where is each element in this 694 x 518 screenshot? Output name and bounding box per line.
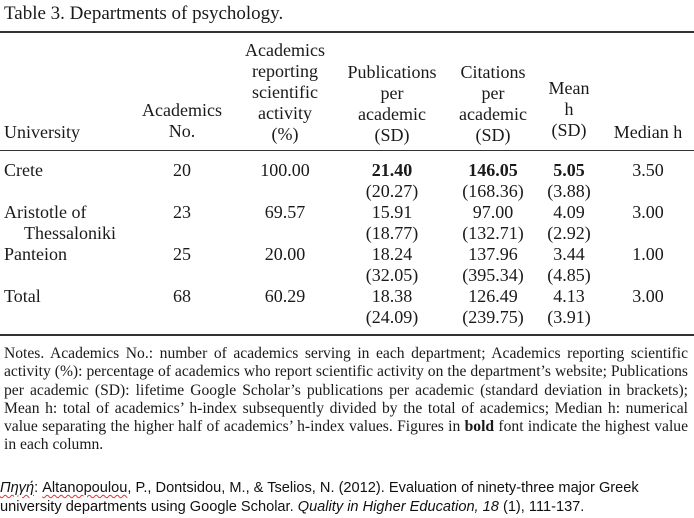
row-publications: 18.24 [371,244,413,264]
row-academics: 20 [173,160,191,180]
header-university: University [4,122,80,142]
row-mean-h: 4.09 [553,202,585,222]
row-citations-sd: (168.36) [462,181,524,201]
row-reporting: 69.57 [264,202,306,222]
header-median-h: Median h [613,122,683,142]
row-median-h: 3.00 [632,286,664,306]
row-reporting: 60.29 [264,286,306,306]
row-mean-h-sd: (3.88) [547,181,591,201]
row-publications-sd: (20.27) [365,181,419,201]
row-academics: 68 [173,286,191,306]
notes-bold-word: bold [464,418,495,436]
row-reporting: 20.00 [264,244,306,264]
row-university-cont: Thessaloniki [24,223,116,243]
row-reporting: 100.00 [260,160,310,180]
table-title: Table 3. Departments of psychology. [4,3,284,24]
source-journal: Quality in Higher Education, 18 [297,499,499,515]
row-university: Panteion [4,244,67,264]
row-citations: 97.00 [472,202,514,222]
row-academics: 25 [173,244,191,264]
row-median-h: 1.00 [632,244,664,264]
bottom-rule [0,334,694,336]
row-mean-h-sd: (3.91) [547,307,591,327]
source-authors: , P., Dontsidou, M., & Tselios, N. (2012). Evaluation of ninety-three major Greek university departments using Google Scholar. [0,480,639,515]
row-citations: 137.96 [468,244,518,264]
row-mean-h: 4.13 [553,286,585,306]
source-issue: (1), 111-137. [498,499,585,515]
row-mean-h: 5.05 [553,160,585,180]
row-publications-sd: (32.05) [365,265,419,285]
row-university: Aristotle of [4,202,87,222]
row-university: Total [4,286,41,306]
header-citations: Citations per academic (SD) [459,62,527,145]
source-author: Altanopoulou [42,480,128,496]
row-median-h: 3.50 [632,160,664,180]
row-citations-sd: (132.71) [462,223,524,243]
row-citations: 126.49 [468,286,518,306]
table-notes [4,345,688,455]
header-reporting: Academics reporting scientific activity (%) [245,40,325,144]
source-label: Πηγή [0,480,35,496]
row-citations: 146.05 [468,160,518,180]
row-median-h: 3.00 [632,202,664,222]
header-rule [0,150,694,151]
row-mean-h-sd: (2.92) [547,223,591,243]
row-publications: 15.91 [371,202,413,222]
top-rule [0,31,694,33]
row-publications: 21.40 [371,160,413,180]
row-publications: 18.38 [371,286,413,306]
row-publications-sd: (24.09) [365,307,419,327]
row-mean-h: 3.44 [553,244,585,264]
row-citations-sd: (239.75) [462,307,524,327]
source-colon: : [34,480,43,496]
source-citation [0,479,694,517]
row-mean-h-sd: (4.85) [547,265,591,285]
header-publications: Publications per academic (SD) [347,62,437,145]
notes-text: Notes. Academics No.: number of academics serving in each department; Academics reporting scientific activity (%): percentage of academics who report scientific activity on the department’s website; Publications per academic (SD): lifetime Google Scholar’s publications per academic (standard deviation in brackets); Mean h: total of academics’ h-index subsequently divided by the total of academics; Median h: numerical value separating the higher half of academics’ h-index values. Figures in [4,345,688,436]
row-citations-sd: (395.34) [462,265,524,285]
header-mean-h: Mean h (SD) [548,78,590,140]
row-academics: 23 [173,202,191,222]
header-academics-no: Academics No. [142,100,222,141]
row-publications-sd: (18.77) [365,223,419,243]
row-university: Crete [4,160,43,180]
notes-text-end: font indicate the highest value in each column. [4,418,688,454]
